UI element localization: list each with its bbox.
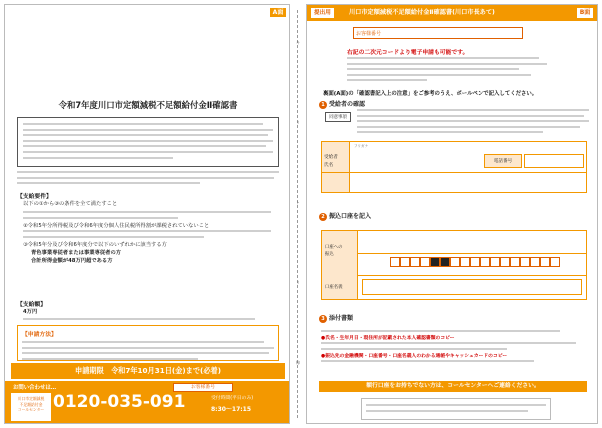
intro-note [17, 171, 279, 188]
section-3-label: 添付書類 [329, 315, 354, 322]
eligibility-condition-3-item-2: 合計所得金額が48万円超である方 [31, 258, 113, 265]
application-heading: 【申請方法】 [22, 332, 57, 338]
submission-tag: 提出用 [311, 8, 334, 18]
sheet-mark-a: A面 [270, 8, 286, 17]
call-center-line: コールセンター [17, 407, 45, 413]
recipient-form [321, 141, 587, 193]
sheet-mark-b: B面 [577, 8, 593, 18]
name-label: 受給者 [324, 155, 338, 160]
section-number: 3 [319, 315, 327, 323]
info-sheet [4, 4, 290, 424]
benefit-note [17, 318, 281, 320]
form-header [307, 5, 597, 21]
contact-footer [5, 381, 290, 424]
agreement-text [357, 109, 589, 137]
no-bank-account-banner: 額行口座をお持ちでない方は、コールセンターへご連絡ください。 [319, 381, 587, 392]
application-method-box [17, 325, 279, 361]
attached-documents [321, 330, 587, 377]
call-center-line: 不足額給付金 [19, 401, 43, 407]
benefit-amount: 4万円 [23, 309, 38, 315]
customer-number-label: お客様番号 [173, 383, 233, 392]
section-number: 1 [319, 101, 327, 109]
hours-label: 受付時間(平日のみ) [211, 396, 254, 401]
doc-requirement-2: ●振込先の金融機関・口座番号・口座名義人のわかる通帳やキャッシュカードのコピー [321, 353, 508, 359]
deadline-banner: 申請期限 令和7年10月31日(金)まで(必着) [11, 363, 285, 379]
eligibility-section [17, 191, 281, 265]
qr-instructions [347, 57, 547, 85]
bank-label: 振込 [325, 252, 334, 257]
furigana-label: フリガナ [354, 144, 369, 148]
agreement-label: 同意事項 [325, 112, 351, 122]
document-title: 令和7年度川口市定額減税不足額給付金Ⅱ確認書 [58, 100, 238, 110]
call-center-line: 川口市定額減税 [17, 396, 45, 401]
call-center-box [11, 393, 51, 421]
phone-input[interactable] [524, 154, 584, 168]
section-2-title [319, 211, 371, 221]
recipient-form-lower [322, 172, 586, 173]
section-3-title [319, 313, 353, 323]
eligibility-condition-1 [17, 211, 281, 219]
section-1-label: 受給者の確認 [329, 101, 366, 108]
account-holder-input[interactable] [362, 279, 582, 295]
name-input[interactable] [352, 150, 480, 170]
hours-value: 8:30〜17:15 [211, 406, 252, 413]
eligibility-condition-2-detail [17, 230, 281, 238]
customer-number-field[interactable] [353, 27, 523, 39]
eligibility-intro: 以下の①から③の条件を全て満たすこと [23, 201, 118, 207]
phone-number[interactable]: 0120-035-091 [53, 392, 186, 412]
cut-line-label: ト [296, 200, 300, 205]
phone-label: 電話番号 [484, 154, 522, 168]
benefit-section [17, 299, 281, 324]
cut-line-label: 線 [296, 360, 300, 365]
eligibility-condition-3-item-1: 青色事業専従者または事業専従者の方 [31, 250, 122, 257]
form-title: 川口市定額減税不足額給付金Ⅱ確認書(川口市長あて) [349, 9, 495, 16]
inquiry-label: お問い合わせは… [13, 385, 57, 391]
eligibility-condition-2: ②令和5年分所得税及び令和6年度分個人住民税所得割が課税されていないこと [23, 223, 210, 230]
bank-account-form [321, 230, 587, 300]
cut-line-label: リ [296, 280, 300, 285]
name-label-column [322, 142, 350, 192]
customer-number-label: お客様番号 [356, 31, 382, 37]
name-label: 氏名 [324, 163, 334, 168]
intro-box [17, 117, 279, 167]
cut-line-label: リ [296, 120, 300, 125]
section-2-label: 振込口座を記入 [329, 213, 372, 220]
fill-instruction: 裏面(A面)の「確認書記入上の注意」をご参考のうえ、ボールペンで記入してください。 [323, 91, 538, 97]
benefit-heading: 【支給額】 [17, 302, 46, 308]
bank-label: 口座への [325, 245, 343, 250]
account-number-cells[interactable] [390, 257, 560, 267]
bank-label-column [322, 231, 358, 299]
section-1-title [319, 99, 365, 109]
cut-line [292, 10, 304, 418]
bank-label: 口座名義 [325, 285, 343, 290]
eligibility-condition-3: ③令和5年分及び令和6年度分で以下のいずれかに該当する方 [23, 242, 167, 249]
submission-form [306, 4, 598, 424]
eligibility-heading: 【支給要件】 [17, 194, 52, 200]
bottom-note [361, 398, 551, 420]
cut-line-label: キ [296, 40, 300, 45]
qr-heading: 右記の二次元コードより電子申請も可能です。 [347, 50, 469, 56]
section-number: 2 [319, 213, 327, 221]
doc-requirement-1: ●氏名・生年月日・現住所が記載された本人確認書類のコピー [321, 335, 455, 341]
